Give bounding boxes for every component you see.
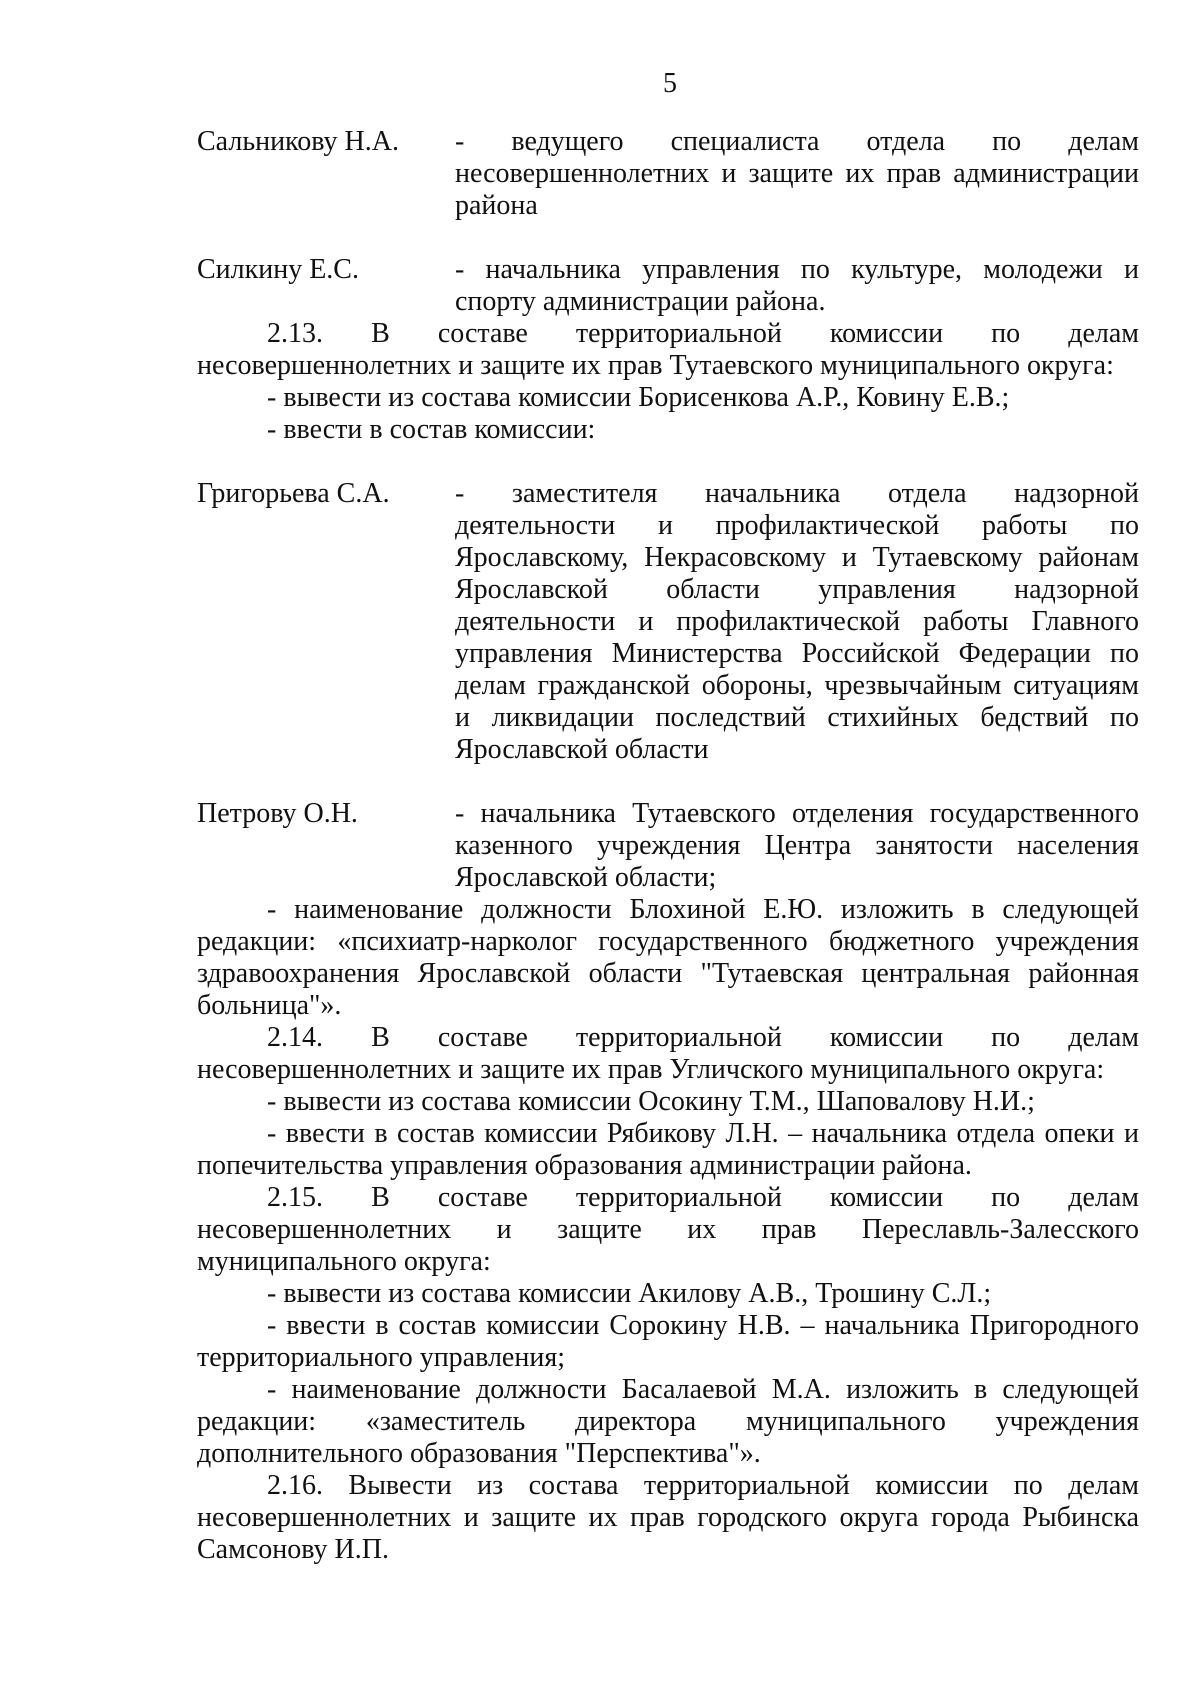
page-number: 5 — [663, 68, 677, 99]
member-name: Сальникову Н.А. — [197, 126, 399, 157]
section-2-13-rename: - наименование должности Блохиной Е.Ю. изложить в следующей редакции: «психиатр-нарколог государственного бюджетного учреждения здравоохранения Ярославской области "Тутаевская центральная районная больница"». — [197, 894, 1139, 1021]
member-entry — [197, 798, 1139, 894]
member-position: - заместителя начальника отдела надзорной деятельности и профилактической работы по Ярославскому, Некрасовскому и Тутаевскому районам Ярославской области управления надзорной деятельности и профилактической работы Главного управления Министерства Российской Федерации по делам гражданской обороны, чрезвычайным ситуациям и ликвидации последствий стихийных бедствий по Ярославской области — [455, 478, 1139, 765]
member-entry — [197, 126, 1139, 222]
section-2-15-rename: - наименование должности Басалаевой М.А. изложить в следующей редакции: «заместитель директора муниципального учреждения дополнительного образования "Перспектива"». — [197, 1374, 1139, 1469]
member-name: Петрову О.Н. — [197, 798, 358, 829]
section-2-14-remove: - вывести из состава комиссии Осокину Т.М., Шаповалову Н.И.; — [267, 1086, 1035, 1117]
member-position: - начальника Тутаевского отделения государственного казенного учреждения Центра занятости населения Ярославской области; — [455, 798, 1139, 893]
section-2-15-remove: - вывести из состава комиссии Акилову А.В., Трошину С.Л.; — [267, 1278, 992, 1309]
section-2-15-title: 2.15. В составе территориальной комиссии по делам несовершеннолетних и защите их прав Переславль-Залесского муниципального округа: — [197, 1182, 1139, 1277]
member-entry — [197, 478, 1139, 766]
section-2-13-remove: - вывести из состава комиссии Борисенкова А.Р., Ковину Е.В.; — [267, 382, 1010, 413]
section-2-16-title: 2.16. Вывести из состава территориальной комиссии по делам несовершеннолетних и защите их прав городского округа города Рыбинска Самсонову И.П. — [197, 1470, 1139, 1565]
member-name: Григорьева С.А. — [197, 478, 390, 509]
member-name: Силкину Е.С. — [197, 254, 359, 285]
section-2-15-add: - ввести в состав комиссии Сорокину Н.В. – начальника Пригородного территориального управления; — [197, 1310, 1139, 1373]
section-2-13-title: 2.13. В составе территориальной комиссии по делам несовершеннолетних и защите их прав Тутаевского муниципального округа: — [197, 318, 1139, 381]
document-body — [197, 126, 1139, 1566]
member-entry — [197, 254, 1139, 318]
member-position: - начальника управления по культуре, молодежи и спорту администрации района. — [455, 254, 1139, 317]
section-2-14-title: 2.14. В составе территориальной комиссии по делам несовершеннолетних и защите их прав Угличского муниципального округа: — [197, 1022, 1139, 1085]
section-2-14-add: - ввести в состав комиссии Рябикову Л.Н. – начальника отдела опеки и попечительства управления образования администрации района. — [197, 1118, 1139, 1181]
member-position: - ведущего специалиста отдела по делам несовершеннолетних и защите их прав администрации района — [455, 126, 1139, 221]
section-2-13-add: - ввести в состав комиссии: — [267, 414, 596, 445]
